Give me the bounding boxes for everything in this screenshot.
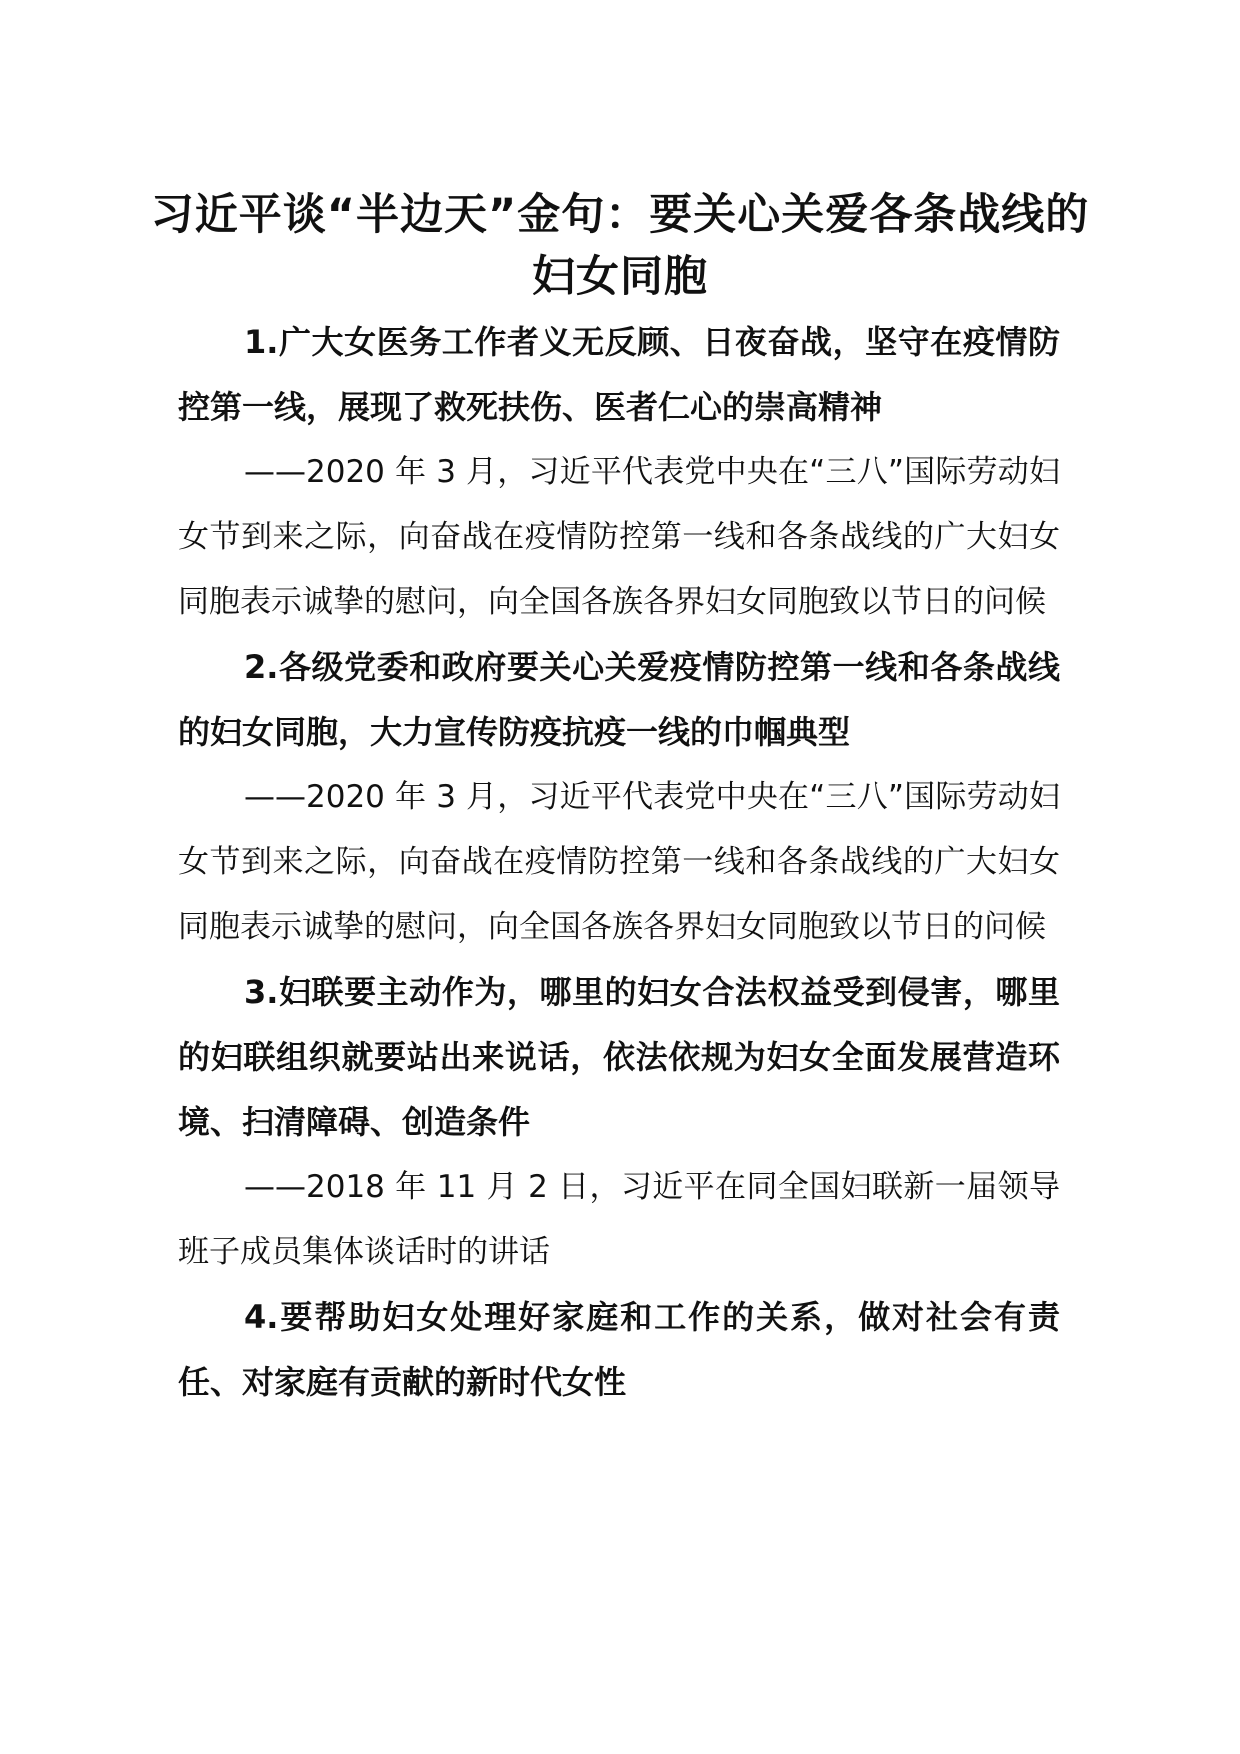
section-1-heading: 1.广大女医务工作者义无反顾、日夜奋战，坚守在疫情防控第一线，展现了救死扶伤、医者仁心的崇高精神 — [178, 323, 1060, 426]
section-1-source: ——2020 年 3 月，习近平代表党中央在“三八”国际劳动妇女节到来之际，向奋战在疫情防控第一线和各条战线的广大妇女同胞表示诚挚的慰问，向全国各族各界妇女同胞致以节日的问候 — [178, 454, 1060, 620]
section-3-source: ——2018 年 11 月 2 日，习近平在同全国妇联新一届领导班子成员集体谈话时的讲话 — [178, 1169, 1060, 1270]
section-2-heading: 2.各级党委和政府要关心关爱疫情防控第一线和各条战线的妇女同胞，大力宣传防疫抗疫一线的巾帼典型 — [178, 648, 1060, 751]
document-body — [178, 310, 1060, 1415]
section-3-heading: 3.妇联要主动作为，哪里的妇女合法权益受到侵害，哪里的妇联组织就要站出来说话，依法依规为妇女全面发展营造环境、扫清障碍、创造条件 — [178, 973, 1060, 1141]
section-2-source: ——2020 年 3 月，习近平代表党中央在“三八”国际劳动妇女节到来之际，向奋战在疫情防控第一线和各条战线的广大妇女同胞表示诚挚的慰问，向全国各族各界妇女同胞致以节日的问候 — [178, 779, 1060, 945]
document-title: 习近平谈“半边天”金句：要关心关爱各条战线的妇女同胞 — [150, 190, 1090, 302]
section-4-heading: 4.要帮助妇女处理好家庭和工作的关系，做对社会有责任、对家庭有贡献的新时代女性 — [178, 1298, 1060, 1401]
